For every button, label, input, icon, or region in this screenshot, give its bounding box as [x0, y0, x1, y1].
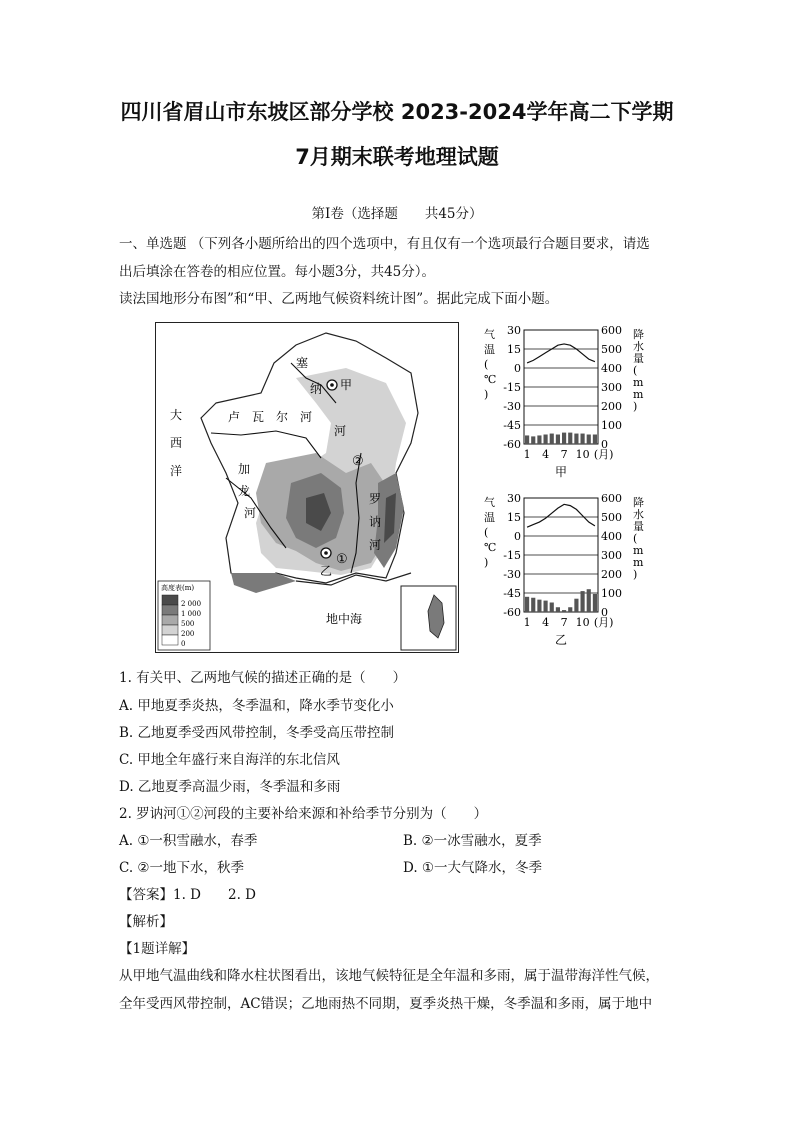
question-1-option-a: A. 甲地夏季炎热，冬季温和，降水季节变化小: [119, 698, 394, 714]
precip-bar: [525, 597, 529, 612]
garonne-label-1: 加: [238, 462, 251, 476]
precip-axis-title-char: ): [633, 568, 638, 581]
temp-tick-label: -45: [503, 587, 521, 600]
climate-chart-jia: [478, 322, 648, 488]
temperature-line: [527, 344, 595, 363]
precip-tick-label: 500: [601, 511, 622, 524]
precip-axis-title-char: 量: [633, 352, 644, 365]
month-tick-label: 7: [560, 448, 568, 461]
legend-level-2000: 2 000: [181, 600, 202, 608]
instruction-line-1: 一、单选题 （下列各小题所给出的四个选项中，有且仅有一个选项最行合题目要求，请选: [119, 236, 650, 252]
precip-bar: [537, 435, 541, 444]
precip-bar: [587, 435, 591, 445]
precip-bar: [525, 435, 529, 444]
precip-tick-label: 0: [601, 438, 608, 451]
question-1-option-c: C. 甲地全年盛行来自海洋的东北信风: [119, 752, 340, 768]
garonne-label-2: 龙: [238, 484, 251, 498]
atlantic-label-1: 大: [170, 408, 183, 422]
atlantic-label-3: 洋: [170, 464, 183, 478]
seine-label-1: 塞: [296, 356, 309, 370]
temp-tick-label: 0: [514, 362, 521, 375]
legend-level-200: 200: [181, 630, 195, 638]
temp-tick-label: 30: [507, 324, 521, 337]
title-line-1: 四川省眉山市东坡区部分学校 2023-2024学年高二下学期: [120, 100, 674, 124]
precip-bar: [531, 598, 535, 612]
temp-tick-label: -60: [503, 606, 521, 619]
climate-chart-yi-svg: [478, 490, 648, 652]
precip-axis-title-char: 水: [633, 508, 644, 521]
precip-tick-label: 0: [601, 606, 608, 619]
legend-level-1000: 1 000: [181, 610, 202, 618]
precip-bar: [537, 600, 541, 612]
month-tick-label: 1: [523, 616, 531, 629]
analysis-heading: 【解析】: [119, 914, 173, 930]
question-2-stem: 2. 罗讷河①②河段的主要补给来源和补给季节分别为（ ）: [119, 806, 488, 822]
temp-tick-label: -30: [503, 568, 521, 581]
temp-axis-title-char: 温: [484, 511, 495, 524]
temp-axis-title-char: (: [484, 358, 489, 371]
temp-axis-title-char: ): [484, 388, 489, 401]
precip-bar: [568, 607, 572, 612]
precip-bar: [550, 603, 554, 613]
precip-bar: [593, 594, 597, 612]
precip-bar: [544, 601, 548, 612]
precip-bar: [550, 434, 554, 444]
precip-tick-label: 400: [601, 530, 622, 543]
jia-label: 甲: [340, 378, 353, 392]
precip-tick-label: 400: [601, 362, 622, 375]
precip-axis-title-char: m: [633, 556, 644, 569]
question-2-option-a: A. ①一积雪融水，春季: [119, 833, 258, 849]
temp-axis-title-char: ℃: [484, 541, 497, 554]
explanation-line-2: 全年受西风带控制，AC错误；乙地雨热不同期，夏季炎热干燥，冬季温和多雨，属于地中: [119, 996, 653, 1012]
marker-2-label: ②: [352, 454, 364, 469]
temp-tick-label: 15: [507, 343, 521, 356]
temp-tick-label: -45: [503, 419, 521, 432]
precip-axis-title-char: 水: [633, 340, 644, 353]
q1-detail-heading: 【1题详解】: [119, 941, 196, 957]
temp-axis-title-char: 气: [484, 496, 495, 509]
question-2-option-c: C. ②一地下水，秋季: [119, 860, 245, 876]
rhone-label-3: 河: [369, 538, 382, 552]
temp-axis-title-char: ): [484, 556, 489, 569]
precip-axis-title-char: (: [633, 532, 638, 545]
precip-bar: [581, 591, 585, 612]
answer-line: 【答案】1. D 2. D: [119, 887, 256, 903]
temperature-line: [527, 504, 595, 527]
temp-tick-label: -15: [503, 549, 521, 562]
month-unit-label: (月): [593, 616, 614, 629]
precip-tick-label: 500: [601, 343, 622, 356]
precip-bar: [556, 607, 560, 612]
precip-bar: [593, 435, 597, 445]
map-drawing: [156, 323, 458, 652]
precip-axis-title-char: m: [633, 544, 644, 557]
temp-tick-label: -30: [503, 400, 521, 413]
temp-tick-label: 0: [514, 530, 521, 543]
month-tick-label: 4: [542, 448, 550, 461]
question-2-option-b: B. ②一冰雪融水，夏季: [403, 833, 542, 849]
elevation-legend: [158, 581, 210, 650]
temp-axis-title-char: 温: [484, 343, 495, 356]
precip-tick-label: 200: [601, 400, 622, 413]
temp-axis-title-char: (: [484, 526, 489, 539]
legend-swatch-500: [162, 615, 178, 625]
climate-chart-yi: [478, 490, 648, 656]
france-terrain-map: [155, 322, 459, 653]
section-heading: 第Ⅰ卷（选择题 共45分）: [311, 206, 483, 222]
legend-title: 高度表(m): [161, 584, 195, 592]
precip-bar: [574, 599, 578, 612]
precip-bar: [544, 435, 548, 445]
question-1-option-d: D. 乙地夏季高温少雨，冬季温和多雨: [119, 779, 341, 795]
precip-axis-title-char: 量: [633, 520, 644, 533]
precip-tick-label: 600: [601, 324, 622, 337]
month-tick-label: 10: [575, 616, 590, 629]
question-2-option-d: D. ①一大气降水，冬季: [403, 860, 543, 876]
temp-tick-label: -60: [503, 438, 521, 451]
question-1-stem: 1. 有关甲、乙两地气候的描述正确的是（ ）: [119, 670, 407, 686]
climate-chart-jia-svg: [478, 322, 648, 484]
temp-tick-label: 30: [507, 492, 521, 505]
precip-tick-label: 300: [601, 549, 622, 562]
marker-1-label: ①: [336, 552, 348, 567]
atlantic-label-2: 西: [170, 436, 183, 450]
precip-bar: [574, 434, 578, 444]
temp-tick-label: -15: [503, 381, 521, 394]
precip-bar: [562, 433, 566, 444]
precip-axis-title-char: 降: [633, 496, 644, 509]
temp-axis-title-char: 气: [484, 328, 495, 341]
instruction-line-2: 出后填涂在答卷的相应位置。每小题3分，共45分）。: [119, 264, 436, 280]
yi-label: 乙: [320, 564, 333, 578]
precip-axis-title-char: 降: [633, 328, 644, 341]
precip-tick-label: 600: [601, 492, 622, 505]
seine-label-2: 纳: [310, 382, 323, 396]
precip-axis-title-char: (: [633, 364, 638, 377]
legend-level-0: 0: [181, 640, 186, 648]
precip-bar: [581, 434, 585, 444]
precip-bar: [587, 589, 591, 612]
precip-tick-label: 200: [601, 568, 622, 581]
precip-axis-title-char: m: [633, 388, 644, 401]
chart-title: 甲: [554, 465, 568, 479]
month-tick-label: 4: [542, 616, 550, 629]
precip-bar: [556, 435, 560, 445]
mediterranean-label: 地中海: [326, 612, 363, 626]
month-tick-label: 10: [575, 448, 590, 461]
legend-swatch-0: [162, 635, 178, 645]
seine-label-3: 河: [334, 424, 347, 438]
month-tick-label: 1: [523, 448, 531, 461]
title-line-2: 7月期末联考地理试题: [295, 145, 499, 169]
question-1-option-b: B. 乙地夏季受西风带控制，冬季受高压带控制: [119, 725, 395, 741]
legend-swatch-2000: [162, 595, 178, 605]
explanation-line-1: 从甲地气温曲线和降水柱状图看出，该地气候特征是全年温和多雨，属于温带海洋性气候，: [119, 968, 659, 984]
temp-tick-label: 15: [507, 511, 521, 524]
month-unit-label: (月): [593, 448, 614, 461]
precip-tick-label: 100: [601, 419, 622, 432]
precip-bar: [531, 436, 535, 444]
precip-tick-label: 300: [601, 381, 622, 394]
garonne-label-3: 河: [244, 506, 257, 520]
chart-title: 乙: [554, 633, 568, 647]
precip-axis-title-char: m: [633, 376, 644, 389]
temp-axis-title-char: ℃: [484, 373, 497, 386]
legend-level-500: 500: [181, 620, 195, 628]
precip-bar: [568, 433, 572, 444]
precip-axis-title-char: ): [633, 400, 638, 413]
precip-bar: [562, 610, 566, 612]
rhone-label-2: 讷: [369, 515, 382, 529]
rhone-label-1: 罗: [369, 492, 382, 506]
loire-label: 卢 瓦 尔 河: [228, 410, 313, 424]
legend-swatch-1000: [162, 605, 178, 615]
month-tick-label: 7: [560, 616, 568, 629]
reading-prompt: 读法国地形分布图”和“甲、乙两地气候资料统计图”。据此完成下面小题。: [119, 291, 559, 307]
precip-tick-label: 100: [601, 587, 622, 600]
legend-swatch-200: [162, 625, 178, 635]
